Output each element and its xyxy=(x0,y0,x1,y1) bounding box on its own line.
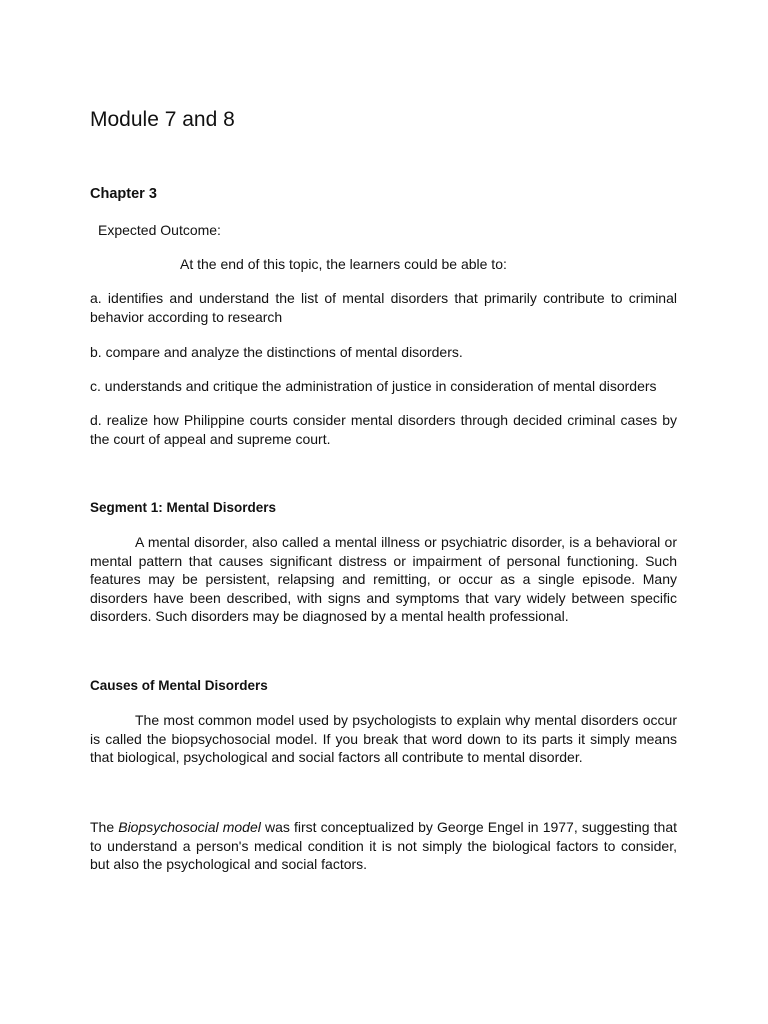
segment1-paragraph: A mental disorder, also called a mental illness or psychiatric disorder, is a behavioral or mental pattern that causes significant distress or impairment of personal functioning. Such features may be persistent, relapsing and remitting, or occur as a single episode. Many disorders have been described, with signs and symptoms that vary widely between specific disorders. Such disorders may be diagnosed by a mental health professional. xyxy=(90,534,677,625)
paragraph-rest: was first conceptualized by George Engel in 1977, suggesting that to understand a person's medical condition it is not simply the biological factors to consider, but also the psychological and social factors. xyxy=(90,819,678,873)
chapter-heading: Chapter 3 xyxy=(90,186,157,202)
outcome-item-c: c. understands and critique the administration of justice in consideration of mental disorders xyxy=(90,378,657,394)
segment1-heading: Segment 1: Mental Disorders xyxy=(90,500,277,515)
biopsychosocial-paragraph xyxy=(90,818,677,874)
outcome-item-a: a. identifies and understand the list of mental disorders that primarily contribute to criminal behavior according to research xyxy=(90,290,677,325)
model-name-italic: Biopsychosocial model xyxy=(118,819,261,835)
causes-paragraph: The most common model used by psychologists to explain why mental disorders occur is called the biopsychosocial model. If you break that word down to its parts it simply means that biological, psychological and social factors all contribute to mental disorder. xyxy=(90,712,677,766)
intro-line: At the end of this topic, the learners could be able to: xyxy=(180,256,507,272)
paragraph-prefix: The xyxy=(90,819,119,835)
outcome-item-d: d. realize how Philippine courts consider mental disorders through decided criminal cases by the court of appeal and supreme court. xyxy=(90,412,677,447)
outcome-item-b: b. compare and analyze the distinctions of mental disorders. xyxy=(90,344,463,360)
causes-heading: Causes of Mental Disorders xyxy=(90,678,268,693)
page-title: Module 7 and 8 xyxy=(90,108,235,131)
expected-outcome-label: Expected Outcome: xyxy=(98,222,221,238)
